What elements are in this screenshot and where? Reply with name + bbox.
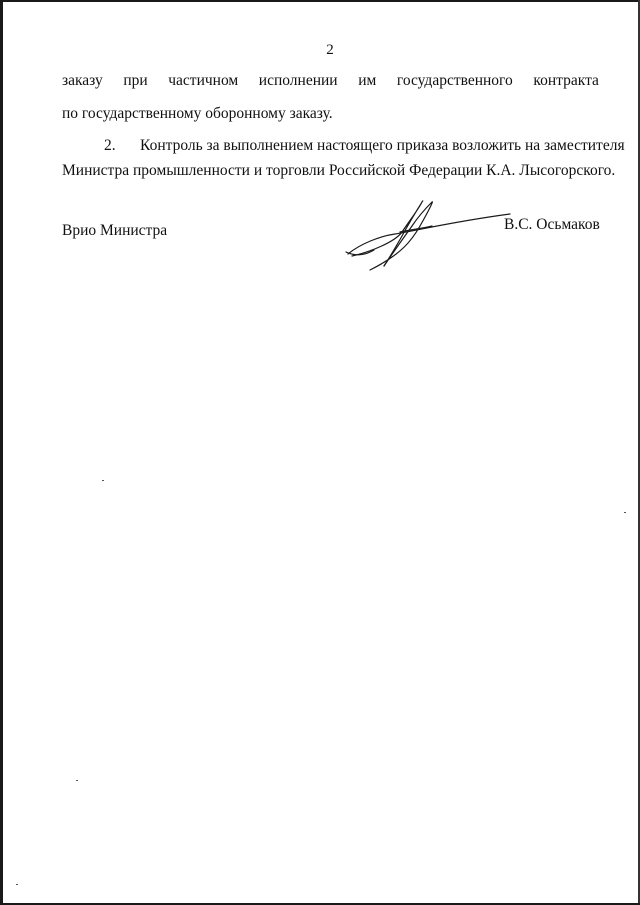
- scan-border-left: [0, 0, 3, 905]
- scan-speck: [76, 780, 78, 781]
- signature-stroke: [352, 201, 423, 266]
- scan-speck: [102, 480, 104, 481]
- paragraph-number: 2.: [104, 137, 116, 154]
- word: им: [358, 72, 377, 89]
- body-line-4: Министра промышленности и торговли Российской Федерации К.А. Лысогорского.: [62, 162, 616, 179]
- word: частичном: [168, 72, 239, 89]
- scan-speck: [16, 884, 18, 885]
- body-line-1: [62, 72, 599, 90]
- word: контракта: [533, 72, 599, 89]
- scan-speck: [624, 512, 626, 513]
- signer-name: В.С. Осьмаков: [504, 216, 600, 233]
- signer-title: Врио Министра: [62, 222, 168, 239]
- body-line-2: по государственному оборонному заказу.: [62, 105, 333, 122]
- signature-stroke: [370, 202, 432, 270]
- word: государственного: [396, 72, 513, 89]
- word: заказу: [62, 72, 103, 89]
- handwritten-signature: [340, 196, 520, 276]
- word: при: [123, 72, 148, 89]
- page-number: 2: [326, 42, 334, 58]
- signature-stroke: [348, 214, 510, 254]
- scan-border-top: [0, 0, 640, 2]
- word: исполнении: [258, 72, 338, 89]
- paragraph-text: Контроль за выполнением настоящего приказа возложить на заместителя: [140, 137, 625, 154]
